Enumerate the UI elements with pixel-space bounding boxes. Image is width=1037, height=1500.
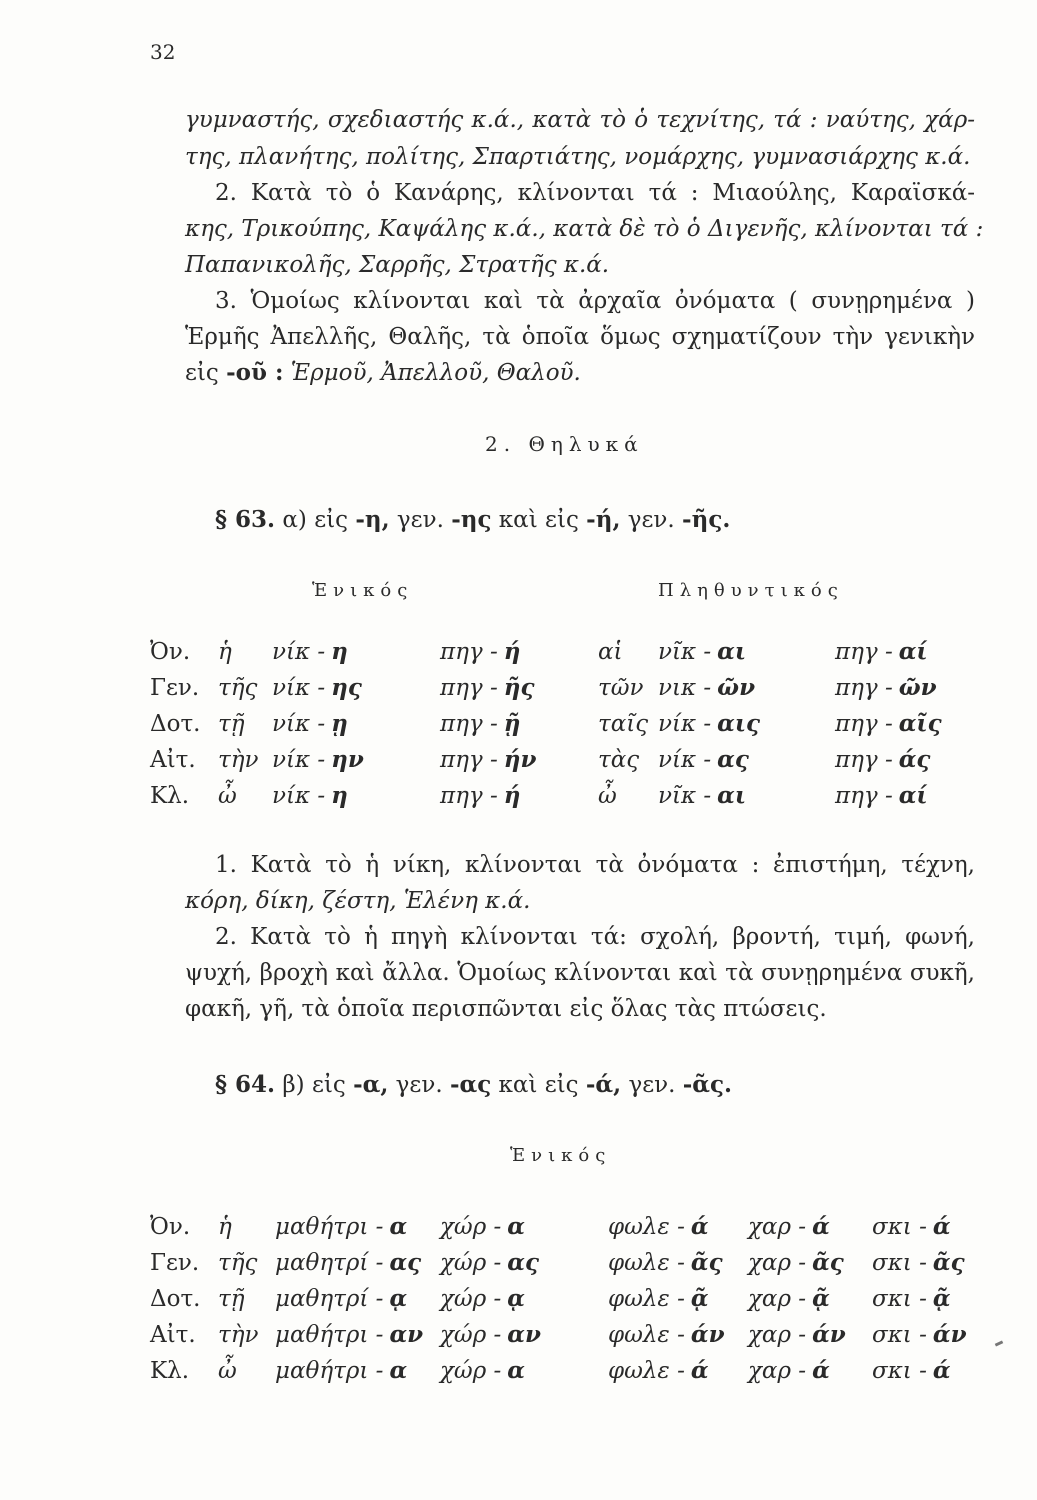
word-ending: α: [389, 1213, 408, 1240]
word-stem: χώρ -: [440, 1322, 502, 1348]
ending-bold: -ά,: [585, 1071, 622, 1098]
ending-bold: -οῦ :: [226, 359, 284, 386]
case-label: Κλ.: [150, 783, 190, 809]
declension-form: [275, 1212, 407, 1242]
word-stem: πηγ -: [835, 639, 893, 665]
word-ending: άν: [932, 1321, 967, 1348]
declension-form: [748, 1320, 846, 1350]
declension-form: [608, 1212, 709, 1242]
word-ending: αι: [717, 782, 747, 809]
word-ending: ήν: [503, 746, 537, 773]
text-line: 2. Κατὰ τὸ ὁ Κανάρης, κλίνονται τά : Μιαούλης, Καραϊσκά-: [215, 180, 975, 206]
word-ending: ην: [331, 746, 364, 773]
word-stem: φωλε -: [608, 1250, 685, 1276]
word-stem: νίκ -: [658, 711, 712, 737]
word-stem: φωλε -: [608, 1322, 685, 1348]
word-ending: άν: [812, 1321, 846, 1348]
declension-form: [835, 745, 930, 775]
word-ending: ῇ: [503, 710, 521, 737]
article: ταῖς: [598, 711, 649, 737]
word-stem: νικ -: [658, 675, 712, 701]
declension-form: [608, 1320, 725, 1350]
word-ending: αί: [898, 782, 928, 809]
word-ending: ῆς: [503, 674, 535, 701]
word-stem: πηγ -: [440, 675, 498, 701]
paragraph-number: § 64.: [215, 1071, 276, 1098]
case-label: Δοτ.: [150, 711, 201, 737]
ink-mark: [995, 1340, 1004, 1346]
word-ending: ᾶς: [812, 1249, 844, 1276]
word-ending: η: [331, 638, 348, 665]
text-line: Ἑρμῆς Ἀπελλῆς, Θαλῆς, τὰ ὁποῖα ὅμως σχηματίζουν τὴν γενικὴν: [185, 324, 975, 350]
word-ending: ή: [503, 638, 521, 665]
declension-form: [872, 1320, 967, 1350]
article: ὦ: [598, 783, 617, 809]
section-heading: 2. Θηλυκά: [485, 432, 644, 456]
ending-bold: -η,: [355, 506, 390, 533]
word-ending: ά: [812, 1357, 830, 1384]
word-ending: αν: [507, 1321, 541, 1348]
declension-form: [835, 673, 937, 703]
declension-form: [748, 1212, 830, 1242]
declension-form: [440, 1248, 539, 1278]
word-stem: νῖκ -: [658, 783, 712, 809]
declension-form: [872, 1212, 951, 1242]
text-span: καὶ εἰς: [498, 507, 579, 533]
declension-form: [440, 1320, 541, 1350]
word-stem: νίκ -: [658, 747, 712, 773]
article: τὰς: [598, 747, 640, 773]
word-ending: ᾳ: [389, 1285, 408, 1312]
declension-form: [748, 1356, 830, 1386]
word-stem: χαρ -: [748, 1358, 807, 1384]
word-stem: πηγ -: [835, 783, 893, 809]
text-line: φακῆ, γῆ, τὰ ὁποῖα περισπῶνται εἰς ὅλας τὰς πτώσεις.: [185, 996, 827, 1022]
word-ending: α: [507, 1357, 525, 1384]
article: τῇ: [218, 1286, 245, 1312]
word-stem: μαθήτρι -: [275, 1322, 384, 1348]
word-ending: αν: [389, 1321, 424, 1348]
word-ending: ῶν: [898, 674, 937, 701]
word-ending: ᾷ: [932, 1285, 951, 1312]
declension-form: [608, 1356, 709, 1386]
word-stem: πηγ -: [835, 747, 893, 773]
declension-form: [272, 709, 348, 739]
text-span: α) εἰς: [282, 507, 349, 533]
declension-form: [658, 781, 746, 811]
word-stem: σκι -: [872, 1214, 927, 1240]
word-stem: χώρ -: [440, 1358, 502, 1384]
declension-form: [275, 1356, 407, 1386]
word-stem: χαρ -: [748, 1214, 807, 1240]
word-ending: ά: [932, 1213, 951, 1240]
word-stem: χώρ -: [440, 1286, 502, 1312]
paragraph-heading-63: [215, 505, 1005, 535]
word-stem: χαρ -: [748, 1286, 807, 1312]
declension-form: [272, 673, 362, 703]
word-stem: νίκ -: [272, 711, 326, 737]
word-ending: αι: [717, 638, 747, 665]
word-stem: μαθητρί -: [275, 1250, 384, 1276]
word-ending: ά: [690, 1357, 709, 1384]
case-label: Δοτ.: [150, 1286, 201, 1312]
declension-form: [872, 1248, 965, 1278]
word-stem: νίκ -: [272, 639, 326, 665]
word-stem: πηγ -: [440, 783, 498, 809]
word-stem: σκι -: [872, 1322, 927, 1348]
header-plural: Πληθυντικός: [658, 580, 844, 601]
declension-form: [835, 781, 928, 811]
word-stem: φωλε -: [608, 1286, 685, 1312]
article: ἡ: [218, 1214, 232, 1240]
word-ending: ά: [812, 1213, 830, 1240]
article: ἡ: [218, 639, 232, 665]
declension-form: [275, 1284, 407, 1314]
text-line: 1. Κατὰ τὸ ἡ νίκη, κλίνονται τὰ ὀνόματα : ἐπιστήμη, τέχνη,: [215, 852, 975, 878]
word-ending: ᾶς: [932, 1249, 965, 1276]
word-stem: πηγ -: [440, 639, 498, 665]
word-ending: ᾷ: [812, 1285, 830, 1312]
declension-form: [440, 1284, 525, 1314]
declension-form: [440, 745, 536, 775]
case-label: Γεν.: [150, 675, 200, 701]
word-ending: άς: [898, 746, 931, 773]
word-ending: ας: [507, 1249, 540, 1276]
word-ending: ᾷ: [690, 1285, 709, 1312]
text-line: κης, Τρικούπης, Καψάλης κ.ά., κατὰ δὲ τὸ ὁ Διγενῆς, κλίνονται τά :: [185, 216, 984, 242]
declension-form: [658, 745, 749, 775]
declension-form: [608, 1248, 723, 1278]
case-label: Αἰτ.: [150, 1322, 196, 1348]
article: τῆς: [218, 1250, 258, 1276]
declension-form: [872, 1284, 951, 1314]
word-ending: αῖς: [898, 710, 942, 737]
declension-form: [748, 1284, 830, 1314]
text-span: γεν.: [628, 1072, 676, 1098]
declension-form: [440, 673, 534, 703]
text-line: Παπανικολῆς, Σαρρῆς, Στρατῆς κ.ά.: [185, 252, 610, 278]
word-ending: ης: [331, 674, 362, 701]
word-ending: ᾳ: [507, 1285, 525, 1312]
article: τὴν: [218, 747, 259, 773]
word-stem: νίκ -: [272, 675, 326, 701]
declension-form: [658, 709, 760, 739]
text-span: εἰς: [185, 360, 219, 386]
word-stem: μαθητρί -: [275, 1286, 384, 1312]
declension-form: [835, 637, 928, 667]
word-ending: αί: [898, 638, 928, 665]
word-ending: ά: [932, 1357, 951, 1384]
word-stem: σκι -: [872, 1358, 927, 1384]
declension-form: [658, 637, 746, 667]
word-stem: μαθήτρι -: [275, 1358, 384, 1384]
ending-bold: -α,: [353, 1071, 389, 1098]
declension-form: [275, 1320, 423, 1350]
word-stem: χώρ -: [440, 1214, 502, 1240]
declension-form: [272, 781, 348, 811]
article: τῆς: [218, 675, 258, 701]
word-stem: φωλε -: [608, 1214, 685, 1240]
text-span: καὶ εἰς: [498, 1072, 579, 1098]
text-line: κόρη, δίκη, ζέστη, Ἑλένη κ.ά.: [185, 888, 531, 914]
page-number: 32: [150, 40, 176, 64]
word-stem: πηγ -: [835, 675, 893, 701]
article: τὴν: [218, 1322, 259, 1348]
declension-form: [272, 637, 348, 667]
text-span: Ἑρμοῦ, Ἀπελλοῦ, Θαλοῦ.: [290, 360, 581, 386]
text-line: γυμναστής, σχεδιαστής κ.ά., κατὰ τὸ ὁ τεχνίτης, τά : ναύτης, χάρ-: [185, 107, 975, 133]
word-stem: χαρ -: [748, 1322, 807, 1348]
declension-form: [275, 1248, 421, 1278]
declension-form: [608, 1284, 709, 1314]
text-line: [185, 358, 975, 388]
word-ending: ας: [389, 1249, 422, 1276]
article: ὦ: [218, 1358, 237, 1384]
case-label: Κλ.: [150, 1358, 190, 1384]
text-span: β) εἰς: [282, 1072, 346, 1098]
word-stem: χαρ -: [748, 1250, 807, 1276]
word-stem: νῖκ -: [658, 639, 712, 665]
declension-form: [872, 1356, 951, 1386]
declension-form: [272, 745, 364, 775]
word-ending: αις: [717, 710, 761, 737]
text-span: γεν.: [395, 1072, 443, 1098]
declension-form: [835, 709, 942, 739]
text-line: ψυχή, βροχὴ καὶ ἄλλα. Ὁμοίως κλίνονται καὶ τὰ συνῃρημένα συκῆ,: [185, 960, 975, 986]
declension-form: [440, 1212, 525, 1242]
header-singular: Ἑνικός: [510, 1145, 612, 1166]
ending-bold: -ης: [451, 506, 492, 533]
ending-bold: -ῆς.: [682, 506, 731, 533]
text-line: της, πλανήτης, πολίτης, Σπαρτιάτης, νομάρχης, γυμνασιάρχης κ.ά.: [185, 144, 971, 170]
word-ending: ᾶς: [690, 1249, 723, 1276]
text-line: 3. Ὁμοίως κλίνονται καὶ τὰ ἀρχαῖα ὀνόματα ( συνῃρημένα ): [215, 288, 975, 314]
article: τῇ: [218, 711, 245, 737]
header-singular: Ἑνικός: [312, 580, 414, 601]
article: ὦ: [218, 783, 237, 809]
word-ending: άν: [690, 1321, 725, 1348]
text-line: 2. Κατὰ τὸ ἡ πηγὴ κλίνονται τά: σχολή, βροντή, τιμή, φωνή,: [215, 924, 975, 950]
article: τῶν: [598, 675, 644, 701]
word-stem: πηγ -: [440, 711, 498, 737]
case-label: Ὀν.: [150, 639, 191, 665]
word-stem: χώρ -: [440, 1250, 502, 1276]
declension-form: [440, 1356, 525, 1386]
paragraph-number: § 63.: [215, 506, 276, 533]
word-ending: ας: [717, 746, 749, 773]
word-stem: σκι -: [872, 1250, 927, 1276]
word-ending: α: [389, 1357, 408, 1384]
word-ending: α: [507, 1213, 525, 1240]
ending-bold: -ας: [449, 1071, 492, 1098]
declension-form: [440, 637, 520, 667]
declension-form: [440, 781, 520, 811]
paragraph-heading-64: [215, 1070, 1005, 1100]
word-stem: μαθήτρι -: [275, 1214, 384, 1240]
declension-form: [440, 709, 520, 739]
word-stem: νίκ -: [272, 783, 326, 809]
case-label: Αἰτ.: [150, 747, 196, 773]
word-ending: ή: [503, 782, 521, 809]
word-stem: νίκ -: [272, 747, 326, 773]
word-ending: ά: [690, 1213, 709, 1240]
word-stem: φωλε -: [608, 1358, 685, 1384]
word-ending: η: [331, 782, 348, 809]
word-ending: ῃ: [331, 710, 348, 737]
word-ending: ῶν: [717, 674, 756, 701]
word-stem: σκι -: [872, 1286, 927, 1312]
declension-form: [748, 1248, 844, 1278]
declension-form: [658, 673, 755, 703]
ending-bold: -ᾶς.: [682, 1071, 733, 1098]
article: αἱ: [598, 639, 623, 665]
word-stem: πηγ -: [440, 747, 498, 773]
ending-bold: -ή,: [586, 506, 621, 533]
text-span: γεν.: [627, 507, 675, 533]
word-stem: πηγ -: [835, 711, 893, 737]
case-label: Ὀν.: [150, 1214, 191, 1240]
text-span: γεν.: [396, 507, 444, 533]
case-label: Γεν.: [150, 1250, 200, 1276]
